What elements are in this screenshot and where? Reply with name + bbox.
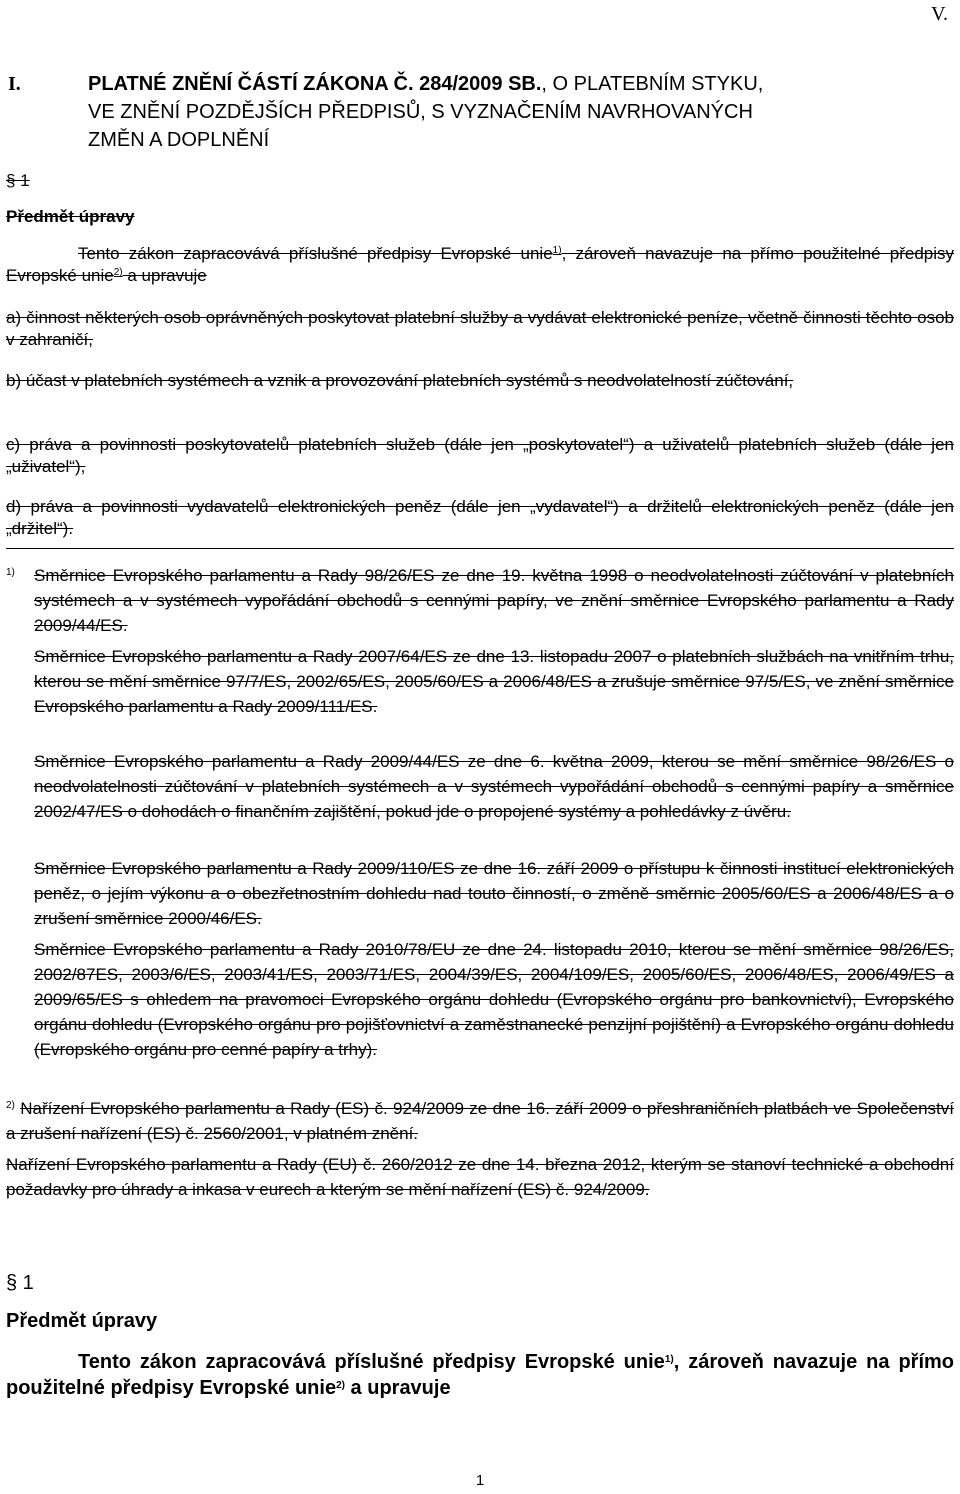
old-section-title: Předmět úpravy	[6, 207, 135, 226]
page-number: 1	[475, 1472, 485, 1489]
footnote-1-item: Směrnice Evropského parlamentu a Rady 2009/44/ES ze dne 6. května 2009, kterou se mění směrnice 98/26/ES o neodvolatelnosti zúčtování v platebních systémech a v systémech vypořádání obchodů s cennými papíry a směrnice 2002/47/ES o dohodách o finančním zajištění, pokud jde o propojené systémy a pohledávky z úvěru.	[34, 752, 954, 821]
footnote-2-mark: 2)	[6, 1100, 15, 1111]
old-intro-part-b: , zároveň navazuje na přímo použitelné předpisy Evropské unie	[6, 244, 955, 285]
footnote-2-first	[6, 1096, 954, 1146]
heading-rest: , O PLATEBNÍM STYKU,	[541, 73, 764, 95]
footnote-1-item: Směrnice Evropského parlamentu a Rady 2010/78/EU ze dne 24. listopadu 2010, kterou se mění směrnice 98/26/ES, 2002/87ES, 2003/6/ES, 2003/41/ES, 2003/71/ES, 2004/39/ES, 2004/109/ES, 2005/60/ES, 2006/48/ES, 2006/49/ES a 2009/65/ES s ohledem na pravomoci Evropského orgánu dohledu (Evropského orgánu pro bankovnictví), Evropského orgánu dohledu (Evropského orgánu pro pojišťovnictví a zaměstnanecké penzijní pojištění) a Evropského orgánu dohledu (Evropského orgánu pro cenné papíry a trhy).	[34, 940, 954, 1059]
new-section-title: Předmět úpravy	[6, 1310, 158, 1332]
new-intro-footnote-ref-1: 1)	[664, 1354, 674, 1365]
new-intro-part-c: a upravuje	[344, 1377, 451, 1399]
old-intro-footnote-ref-2: 2)	[113, 267, 123, 278]
footnote-2-text: Nařízení Evropského parlamentu a Rady (ES) č. 924/2009 ze dne 16. září 2009 o přeshraničních platbách ve Společenství a zrušení nařízení (ES) č. 2560/2001, v platném znění.	[6, 1099, 954, 1143]
new-intro-part-b: , zároveň navazuje na přímo použitelné předpisy Evropské unie	[6, 1351, 955, 1399]
heading-number: I.	[8, 73, 21, 95]
old-item-c: c) práva a povinnosti poskytovatelů platebních služeb (dále jen „poskytovatel“) a uživatelů platebních služeb (dále jen „uživatel“),	[6, 435, 954, 476]
heading-bold-part: PLATNÉ ZNĚNÍ ČÁSTÍ ZÁKONA Č. 284/2009 SB.	[88, 73, 542, 95]
heading-line-3: ZMĚN A DOPLNĚNÍ	[88, 129, 270, 151]
new-intro-part-a: Tento zákon zapracovává příslušné předpisy Evropské unie	[78, 1351, 665, 1373]
footnote-2-item: Nařízení Evropského parlamentu a Rady (EU) č. 260/2012 ze dne 14. března 2012, kterým se stanoví technické a obchodní požadavky pro úhrady a inkasa v eurech a kterým se mění nařízení (ES) č. 924/2009.	[6, 1155, 954, 1199]
old-item-d: d) práva a povinnosti vydavatelů elektronických peněz (dále jen „vydavatel“) a držitelů elektronických peněz (dále jen „držitel“).	[6, 497, 954, 538]
footnote-1-item: Směrnice Evropského parlamentu a Rady 2009/110/ES ze dne 16. září 2009 o přístupu k činnosti institucí elektronických peněz, o jejím výkonu a o obezřetnostním dohledu nad touto činností, o změně směrnic 2005/60/ES a 2006/48/ES a o zrušení směrnice 2000/46/ES.	[34, 859, 954, 928]
page-label: V.	[931, 3, 948, 25]
old-intro-part-a: Tento zákon zapracovává příslušné předpisy Evropské unie	[78, 244, 553, 263]
footnote-1-text: Směrnice Evropského parlamentu a Rady 98/26/ES ze dne 19. května 1998 o neodvolatelnosti zúčtování v platebních systémech a v systémech vypořádání obchodů s cennými papíry, ve znění směrnice Evropského parlamentu a Rady 2009/44/ES.	[34, 566, 954, 635]
footnote-1-item: Směrnice Evropského parlamentu a Rady 2007/64/ES ze dne 13. listopadu 2007 o platebních službách na vnitřním trhu, kterou se mění směrnice 97/7/ES, 2002/65/ES, 2005/60/ES a 2006/48/ES a zrušuje směrnice 97/5/ES, ve znění směrnice Evropského parlamentu a Rady 2009/111/ES.	[34, 647, 954, 716]
footnote-1-mark: 1)	[6, 567, 15, 578]
old-section-intro	[6, 243, 954, 287]
old-item-b: b) účast v platebních systémech a vznik a provozování platebních systémů s neodvolatelností zúčtování,	[6, 371, 794, 390]
new-section-symbol: § 1	[6, 1272, 34, 1294]
old-intro-footnote-ref-1: 1)	[552, 245, 562, 256]
old-item-a: a) činnost některých osob oprávněných poskytovat platební služby a vydávat elektronické peníze, včetně činnosti těchto osob v zahraničí,	[6, 308, 954, 349]
old-section-symbol: § 1	[6, 171, 30, 190]
heading-line-2: VE ZNĚNÍ POZDĚJŠÍCH PŘEDPISŮ, S VYZNAČENÍM NAVRHOVANÝCH	[88, 101, 753, 123]
footnote-1-first	[6, 563, 954, 638]
footnote-divider	[6, 548, 954, 549]
new-intro-footnote-ref-2: 2)	[336, 1380, 345, 1391]
old-intro-part-c: a upravuje	[122, 266, 207, 285]
document-heading	[8, 70, 953, 154]
heading-text	[8, 70, 953, 154]
new-section-intro	[6, 1349, 954, 1401]
